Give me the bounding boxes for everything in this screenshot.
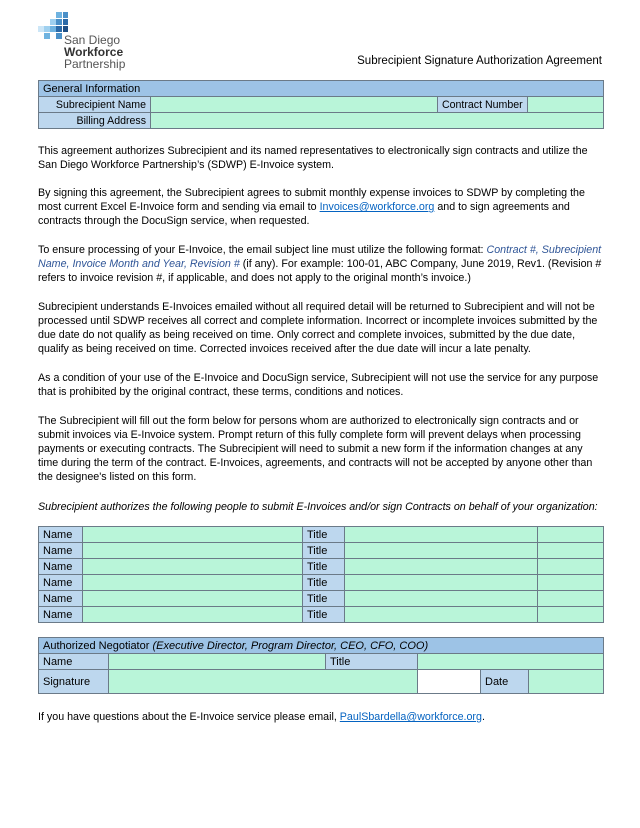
footer-contact — [38, 710, 603, 724]
invoices-email-link[interactable]: Invoices@workforce.org — [319, 201, 435, 213]
person-row — [39, 543, 604, 559]
negotiator-title-field[interactable] — [418, 654, 604, 670]
contact-email-link[interactable]: PaulSbardella@workforce.org — [339, 711, 482, 723]
logo-line-2: Workforce — [64, 45, 124, 59]
person-row — [39, 527, 604, 543]
paragraph-authorization-statement: Subrecipient authorizes the following people to submit E-Invoices and/or sign Contracts on behalf of your organization: — [38, 501, 598, 513]
person-extra-field[interactable] — [538, 527, 604, 543]
title-label: Title — [303, 543, 345, 559]
authorized-negotiator-table — [38, 637, 604, 694]
signature-label: Signature — [39, 670, 109, 694]
sdwp-logo — [38, 12, 148, 76]
person-extra-field[interactable] — [538, 607, 604, 623]
person-extra-field[interactable] — [538, 543, 604, 559]
negotiator-name-label: Name — [39, 654, 109, 670]
paragraph-form-instructions: The Subrecipient will fill out the form below for persons whom are authorized to electronically sign contracts and or submit invoices via E-Invoice system. Prompt return of this fully complete form will prevent delays when processing payments or executing contracts. The Subrecipient will need to submit a new form if the information changes at any time during the term of the contract. E-Invoices, agreements, and contracts will not be accepted by anyone other than the designee's listed on this form. — [38, 415, 593, 483]
negotiator-title-label: Title — [326, 654, 418, 670]
p2-text-a: By signing this agreement, the Subrecipient agrees to submit monthly expense invoices to SDWP by completing the most current Excel E-Invoice form and sending via email to — [38, 187, 585, 213]
title-label: Title — [303, 575, 345, 591]
authorized-people-table — [38, 526, 604, 623]
logo-line-1: San Diego — [64, 33, 121, 47]
person-name-field[interactable] — [83, 543, 303, 559]
person-title-field[interactable] — [345, 607, 538, 623]
name-label: Name — [39, 575, 83, 591]
document-title: Subrecipient Signature Authorization Agreement — [357, 55, 602, 67]
name-label: Name — [39, 591, 83, 607]
title-label: Title — [303, 559, 345, 575]
negotiator-header-note: (Executive Director, Program Director, CEO, CFO, COO) — [152, 639, 429, 652]
signature-spacer — [418, 670, 481, 694]
title-label: Title — [303, 527, 345, 543]
paragraph-returns-policy: Subrecipient understands E-Invoices emailed without all required detail will be returned to Subrecipient and will not be processed until SDWP receives all correct and complete information. Incorrect or incomplete invoices submitted by the due date do not qualify as being received on time. Only correct and complete invoices, submitted by the due date, qualify as being received on time. Corrected invoices received after the due date will incur a late penalty. — [38, 301, 598, 355]
person-row — [39, 575, 604, 591]
person-row — [39, 559, 604, 575]
person-row — [39, 591, 604, 607]
date-field[interactable] — [529, 670, 604, 694]
name-label: Name — [39, 543, 83, 559]
person-name-field[interactable] — [83, 527, 303, 543]
name-label: Name — [39, 559, 83, 575]
negotiator-name-field[interactable] — [109, 654, 326, 670]
person-name-field[interactable] — [83, 559, 303, 575]
date-label: Date — [481, 670, 529, 694]
paragraph-authorization: This agreement authorizes Subrecipient and its named representatives to electronically sign contracts and utilize the San Diego Workforce Partnership’s (SDWP) E-Invoice system. — [38, 145, 588, 171]
paragraph-invoice-submission — [38, 186, 603, 228]
person-row — [39, 607, 604, 623]
name-label: Name — [39, 527, 83, 543]
footer-end: . — [481, 711, 485, 723]
general-info-table — [38, 80, 604, 129]
person-title-field[interactable] — [345, 575, 538, 591]
person-extra-field[interactable] — [538, 591, 604, 607]
contract-number-field[interactable] — [527, 97, 603, 113]
person-extra-field[interactable] — [538, 575, 604, 591]
title-label: Title — [303, 591, 345, 607]
person-title-field[interactable] — [345, 543, 538, 559]
subrecipient-name-label: Subrecipient Name — [39, 97, 151, 113]
paragraph-subject-format — [38, 243, 603, 285]
person-title-field[interactable] — [345, 559, 538, 575]
subject-format: Contract #, Subrecipient Name, Invoice Month and Year, Revision # — [38, 244, 602, 270]
person-name-field[interactable] — [83, 591, 303, 607]
negotiator-header — [39, 638, 604, 654]
name-label: Name — [39, 607, 83, 623]
billing-address-field[interactable] — [151, 113, 604, 129]
title-label: Title — [303, 607, 345, 623]
logo-text — [64, 34, 125, 70]
person-title-field[interactable] — [345, 591, 538, 607]
footer-text: If you have questions about the E-Invoice service please email, — [38, 711, 340, 723]
person-name-field[interactable] — [83, 575, 303, 591]
signature-field[interactable] — [109, 670, 418, 694]
person-extra-field[interactable] — [538, 559, 604, 575]
person-name-field[interactable] — [83, 607, 303, 623]
contract-number-label: Contract Number — [438, 97, 528, 113]
general-info-header: General Information — [39, 81, 604, 97]
person-title-field[interactable] — [345, 527, 538, 543]
billing-address-label: Billing Address — [39, 113, 151, 129]
paragraph-use-condition: As a condition of your use of the E-Invoice and DocuSign service, Subrecipient will not use the service for any purpose that is prohibited by the original contract, these terms, conditions and notices. — [38, 372, 599, 398]
p2-text-b: and to sign agreements and contracts through the DocuSign service, when requested. — [38, 201, 570, 227]
logo-line-3: Partnership — [64, 57, 126, 71]
negotiator-header-title: Authorized Negotiator — [43, 639, 150, 652]
p3-text-b: (if any). For example: 100-01, ABC Company, June 2019, Rev1. (Revision # refers to invoice revision #, if applicable, and does not apply to the original month’s invoice.) — [38, 258, 602, 284]
p3-text-a: To ensure processing of your E-Invoice, the email subject line must utilize the following format: — [38, 244, 487, 256]
subrecipient-name-field[interactable] — [151, 97, 438, 113]
